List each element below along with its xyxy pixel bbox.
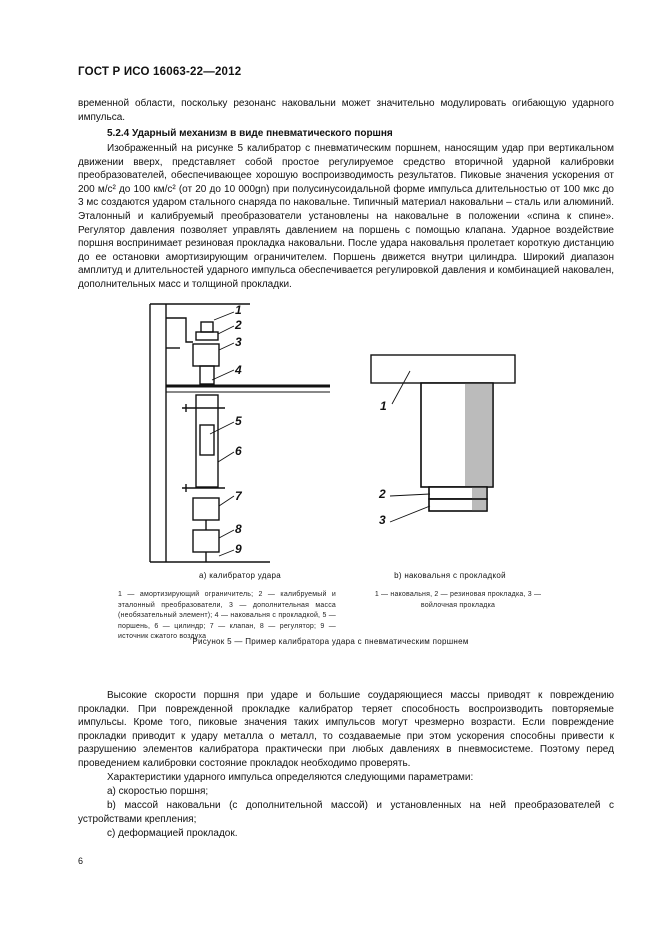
document-header: ГОСТ Р ИСО 16063-22—2012 <box>78 66 242 78</box>
caption-b: b) наковальня с прокладкой <box>394 571 506 580</box>
list-item <box>78 799 614 826</box>
callout-a-7: 7 <box>235 489 242 503</box>
callout-b-1: 1 <box>380 399 387 413</box>
callout-a-4: 4 <box>235 363 242 377</box>
legend-a: 1 — амортизирующий ограничитель; 2 — калибруемый и эталонный преобразователи, 3 — дополнительная масса (необязательный элемент); 4 — наковальня с прокладкой, 5 — поршень, 6 — цилиндр; 7 — клапан, 8 — регулятор; 9 — источник сжатого воздуха <box>118 591 336 640</box>
main-paragraph: Изображенный на рисунке 5 калибратор с пневматическим поршнем, наносящим удар при вертикальном движении вверх, представляет собой простое регулируемое средство вторичной ударной калибровки преобразователей, обеспечивающее хорошую воспроизводимость результатов. Пиковые значения ускорения от 200 м/с² до 100 км/с² (от 20 до 10 000gn) при полусинусоидальной форме импульса длительностью от 100 мкс до 3 мс создаются ударом стального снаряда по наковальне. Типичный материал наковальни – сталь или алюминий. Эталонный и калибруемый преобразователи установлены на наковальне в положении «спина к спине». Регулятор давления позволяет управлять давлением на поршень с помощью клапана. Ударное воздействие поршня воспринимает резиновая прокладка наковальни. После удара наковальня пролетает короткую дистанцию до ее остановки амортизирующим ограничителем. Поршень движется внутри цилиндра. Широкий диапазон амплитуд и длительностей ударного импульса обеспечивается регулировкой давления и комбинацией наковален, дополнительных масс и толщиной прокладки. <box>78 143 614 290</box>
callout-b-3: 3 <box>379 513 386 527</box>
callout-a-9: 9 <box>235 542 242 556</box>
caption-a: а) калибратор удара <box>198 571 282 580</box>
list-item: a) скоростью поршня; <box>107 786 209 797</box>
page-number: 6 <box>78 856 84 866</box>
callout-a-3: 3 <box>235 335 242 349</box>
legend-b: 1 — наковальня, 2 — резиновая прокладка, 3 — войлочная прокладка <box>374 591 542 609</box>
list-item: c) деформацией прокладок. <box>107 828 238 839</box>
list-item-text: b) массой наковальни (с дополнительной массой) и установленных на ней преобразователей с устройствами крепления; <box>78 800 614 825</box>
callout-a-6: 6 <box>235 444 242 458</box>
params-paragraph: Характеристики ударного импульса определяются следующими параметрами: <box>107 772 474 783</box>
callout-a-2: 2 <box>235 318 242 332</box>
callout-a-8: 8 <box>235 522 242 536</box>
callout-b-2: 2 <box>379 487 386 501</box>
intro-paragraph: временной области, поскольку резонанс наковальни может значительно модулировать огибающую ударного импульса. <box>78 98 614 123</box>
callout-a-5: 5 <box>235 414 242 428</box>
figure-title: Рисунок 5 — Пример калибратора удара с пневматическим поршнем <box>192 637 469 646</box>
section-heading: 5.2.4 Ударный механизм в виде пневматического поршня <box>107 128 393 139</box>
after-paragraph: Высокие скорости поршня при ударе и большие соударяющиеся массы приводят к повреждению прокладки. При поврежденной прокладке калибратор теряет способность воспроизводить повторяемые импульсы. Кроме того, пиковые значения таких импульсов могут чрезмерно возрасти. Если повреждение прокладки приводит к удару металла о металл, то создаваемые при этом ускорения способны привести к разрушению элементов калибратора практически при любых давлениях в пневмосистеме. Поэтому перед проведением калибровки состояние прокладок необходимо проверять. <box>78 690 614 769</box>
callout-a-1: 1 <box>235 303 242 317</box>
